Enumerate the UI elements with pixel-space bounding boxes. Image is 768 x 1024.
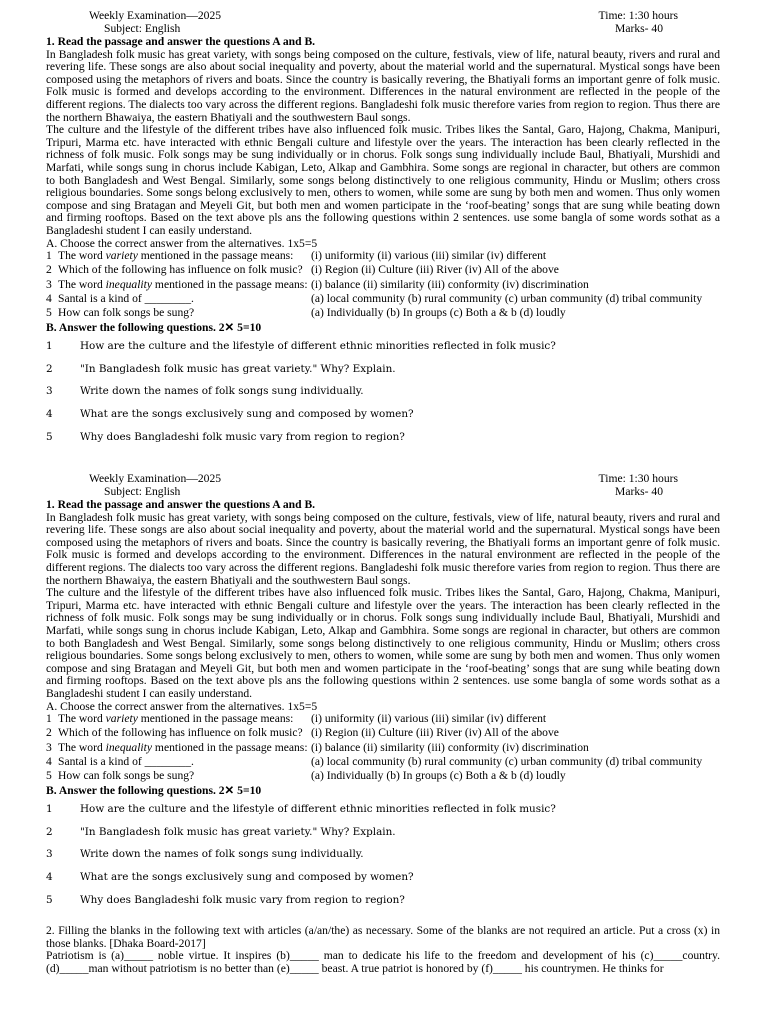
mcq-options: (i) uniformity (ii) various (iii) similar (iv) different bbox=[311, 249, 547, 263]
mcq-options: (i) Region (ii) Culture (iii) River (iv) All of the above bbox=[311, 726, 559, 740]
passage-paragraph-1: In Bangladesh folk music has great variety, with songs being composed on the culture, festivals, view of life, natural beauty, rivers and rural and revering life. These songs are also about social inequality and poverty, about the material world and the supernatural. Mystical songs have been composed using the metaphors of rivers and boats. Since the country is basically revering, the Bhatiyali forms an important genre of folk music. Folk music is formed and develops according to the environment. Differences in the natural environment are reflected in the people of the different regions. The dialects too vary across the different regions. Bangladeshi folk music therefore varies from region to region. Thus there are the northern Bhawaiya, the eastern Bhatiyali and the southwestern Baul songs. bbox=[46, 47, 720, 124]
section-b-heading: B. Answer the following questions. 2✕ 5=10 bbox=[46, 783, 262, 797]
question-2-instruction: 2. Filling the blanks in the following text with articles (a/an/the) as necessary. Some of the blanks are not required an article. Put a cross (x) in those blanks. [Dhaka Board-2017] bbox=[46, 924, 720, 950]
mcq-options: (i) balance (ii) similarity (iii) conformity (iv) discrimination bbox=[311, 277, 589, 291]
instruction: 1. Read the passage and answer the questions A and B. bbox=[46, 498, 316, 511]
question-2 bbox=[46, 925, 720, 975]
mcq-item: 5 How can folk songs be sung? (a) Individually (b) In groups (c) Both a & b (d) loudly bbox=[46, 770, 720, 784]
mcq-options: (a) local community (b) rural community (c) urban community (d) tribal community bbox=[311, 291, 703, 305]
mcq-options: (i) balance (ii) similarity (iii) conformity (iv) discrimination bbox=[311, 740, 589, 754]
passage-paragraph-1: In Bangladesh folk music has great variety, with songs being composed on the culture, festivals, view of life, natural beauty, rivers and rural and revering life. These songs are also about social inequality and poverty, about the material world and the supernatural. Mystical songs have been composed using the metaphors of rivers and boats. Since the country is basically revering, the Bhatiyali forms an important genre of folk music. Folk music is formed and develops according to the environment. Differences in the natural environment are reflected in the people of the different regions. The dialects too vary across the different regions. Bangladeshi folk music therefore varies from region to region. Thus there are the northern Bhawaiya, the eastern Bhatiyali and the southwestern Baul songs. bbox=[46, 510, 720, 587]
exam-title: Weekly Examination—2025 bbox=[89, 472, 222, 485]
mcq-options: (i) Region (ii) Culture (iii) River (iv) All of the above bbox=[311, 263, 559, 277]
question-item: 3 Write down the names of folk songs sung individually. bbox=[46, 385, 364, 398]
section-a-list bbox=[46, 713, 720, 784]
instruction: 1. Read the passage and answer the questions A and B. bbox=[46, 35, 316, 48]
marks-label: Marks- 40 bbox=[615, 22, 663, 35]
exam-copy-1 bbox=[46, 10, 720, 453]
question-2-text: Patriotism is (a)_____ noble virtue. It inspires (b)_____ man to dedicate his life to the freedom and development of his (c)_____country. (d)_____man without patriotism is no better than (e)_____ beast. A true patriot is honored by (f)_____ his countrymen. He thinks for bbox=[46, 949, 720, 975]
mcq-options: (a) local community (b) rural community (c) urban community (d) tribal community bbox=[311, 754, 703, 768]
section-a-list bbox=[46, 250, 720, 321]
time-label: Time: 1:30 hours bbox=[598, 9, 678, 22]
section-a-heading: A. Choose the correct answer from the alternatives. 1x5=5 bbox=[46, 236, 318, 250]
mcq-item: 4 Santal is a kind of ________. (a) local community (b) rural community (c) urban community (d) tribal community bbox=[46, 293, 720, 307]
marks-label: Marks- 40 bbox=[615, 485, 663, 498]
mcq-options: (i) uniformity (ii) various (iii) similar (iv) different bbox=[311, 712, 547, 726]
section-b-heading: B. Answer the following questions. 2✕ 5=10 bbox=[46, 320, 262, 334]
section-b-list bbox=[46, 803, 720, 916]
question-item: 2 "In Bangladesh folk music has great variety." Why? Explain. bbox=[46, 362, 396, 375]
exam-copy-2 bbox=[46, 473, 720, 916]
time-label: Time: 1:30 hours bbox=[598, 472, 678, 485]
section-b-list bbox=[46, 340, 720, 453]
question-item: 1 How are the culture and the lifestyle of different ethnic minorities reflected in folk music? bbox=[46, 803, 556, 816]
mcq-item: 2 Which of the following has influence on folk music? (i) Region (ii) Culture (iii) River (iv) All of the above bbox=[46, 264, 720, 278]
question-item: 5 Why does Bangladeshi folk music vary from region to region? bbox=[46, 893, 405, 906]
exam-header bbox=[46, 473, 720, 499]
question-item: 2 "In Bangladesh folk music has great variety." Why? Explain. bbox=[46, 825, 396, 838]
exam-title: Weekly Examination—2025 bbox=[89, 9, 222, 22]
mcq-item: 5 How can folk songs be sung? (a) Individually (b) In groups (c) Both a & b (d) loudly bbox=[46, 307, 720, 321]
question-item: 4 What are the songs exclusively sung and composed by women? bbox=[46, 407, 414, 420]
mcq-options: (a) Individually (b) In groups (c) Both a & b (d) loudly bbox=[311, 306, 566, 320]
section-a-heading: A. Choose the correct answer from the alternatives. 1x5=5 bbox=[46, 699, 318, 713]
question-item: 5 Why does Bangladeshi folk music vary from region to region? bbox=[46, 430, 405, 443]
mcq-item: 3 The word inequality mentioned in the passage means: (i) balance (ii) similarity (iii) conformity (iv) discrimination bbox=[46, 742, 720, 756]
question-item: 1 How are the culture and the lifestyle of different ethnic minorities reflected in folk music? bbox=[46, 340, 556, 353]
mcq-item: 2 Which of the following has influence on folk music? (i) Region (ii) Culture (iii) River (iv) All of the above bbox=[46, 727, 720, 741]
exam-header bbox=[46, 10, 720, 36]
mcq-options: (a) Individually (b) In groups (c) Both a & b (d) loudly bbox=[311, 769, 566, 783]
mcq-item: 1 The word variety mentioned in the passage means: (i) uniformity (ii) various (iii) similar (iv) different bbox=[46, 250, 720, 264]
mcq-item: 3 The word inequality mentioned in the passage means: (i) balance (ii) similarity (iii) conformity (iv) discrimination bbox=[46, 279, 720, 293]
passage-paragraph-2: The culture and the lifestyle of the different tribes have also influenced folk music. Tribes likes the Santal, Garo, Hajong, Chakma, Manipuri, Tripuri, Marma etc. have interacted with ethnic Bengali culture and lifestyle over the years. The interaction has been clearly reflected in the richness of folk music. Folk songs may be sung individually or in chorus. Folk songs sung individually include Baul, Bhatiyali, Murshidi and Marfati, while songs sung in chorus include Kabigan, Leto, Alkap and Gambhira. Some songs are regional in character, but others are common to both Bangladesh and West Bengal. Similarly, some songs belong distinctively to one religious community, Hindu or Muslim; others cross religious boundaries. Some songs belong exclusively to men, others to women, while some are sung by both men and women. Thus only women compose and sing Bratagan and Meyeli Git, but both men and women participate in the ‘roof-beating’ songs that are sung while beating down and firming rooftops. Based on the text above pls ans the following questions within 2 sentences. use some bangla of some words sothat as a Bangladeshi student I can easily understand. bbox=[46, 123, 720, 237]
subject-label: Subject: English bbox=[104, 22, 181, 35]
question-item: 4 What are the songs exclusively sung and composed by women? bbox=[46, 870, 414, 883]
passage-paragraph-2: The culture and the lifestyle of the different tribes have also influenced folk music. Tribes likes the Santal, Garo, Hajong, Chakma, Manipuri, Tripuri, Marma etc. have interacted with ethnic Bengali culture and lifestyle over the years. The interaction has been clearly reflected in the richness of folk music. Folk songs may be sung individually or in chorus. Folk songs sung individually include Baul, Bhatiyali, Murshidi and Marfati, while songs sung in chorus include Kabigan, Leto, Alkap and Gambhira. Some songs are regional in character, but others are common to both Bangladesh and West Bengal. Similarly, some songs belong distinctively to one religious community, Hindu or Muslim; others cross religious boundaries. Some songs belong exclusively to men, others to women, while some are sung by both men and women. Thus only women compose and sing Bratagan and Meyeli Git, but both men and women participate in the ‘roof-beating’ songs that are sung while beating down and firming rooftops. Based on the text above pls ans the following questions within 2 sentences. use some bangla of some words sothat as a Bangladeshi student I can easily understand. bbox=[46, 586, 720, 700]
subject-label: Subject: English bbox=[104, 485, 181, 498]
mcq-item: 4 Santal is a kind of ________. (a) local community (b) rural community (c) urban community (d) tribal community bbox=[46, 756, 720, 770]
question-item: 3 Write down the names of folk songs sung individually. bbox=[46, 848, 364, 861]
mcq-item: 1 The word variety mentioned in the passage means: (i) uniformity (ii) various (iii) similar (iv) different bbox=[46, 713, 720, 727]
